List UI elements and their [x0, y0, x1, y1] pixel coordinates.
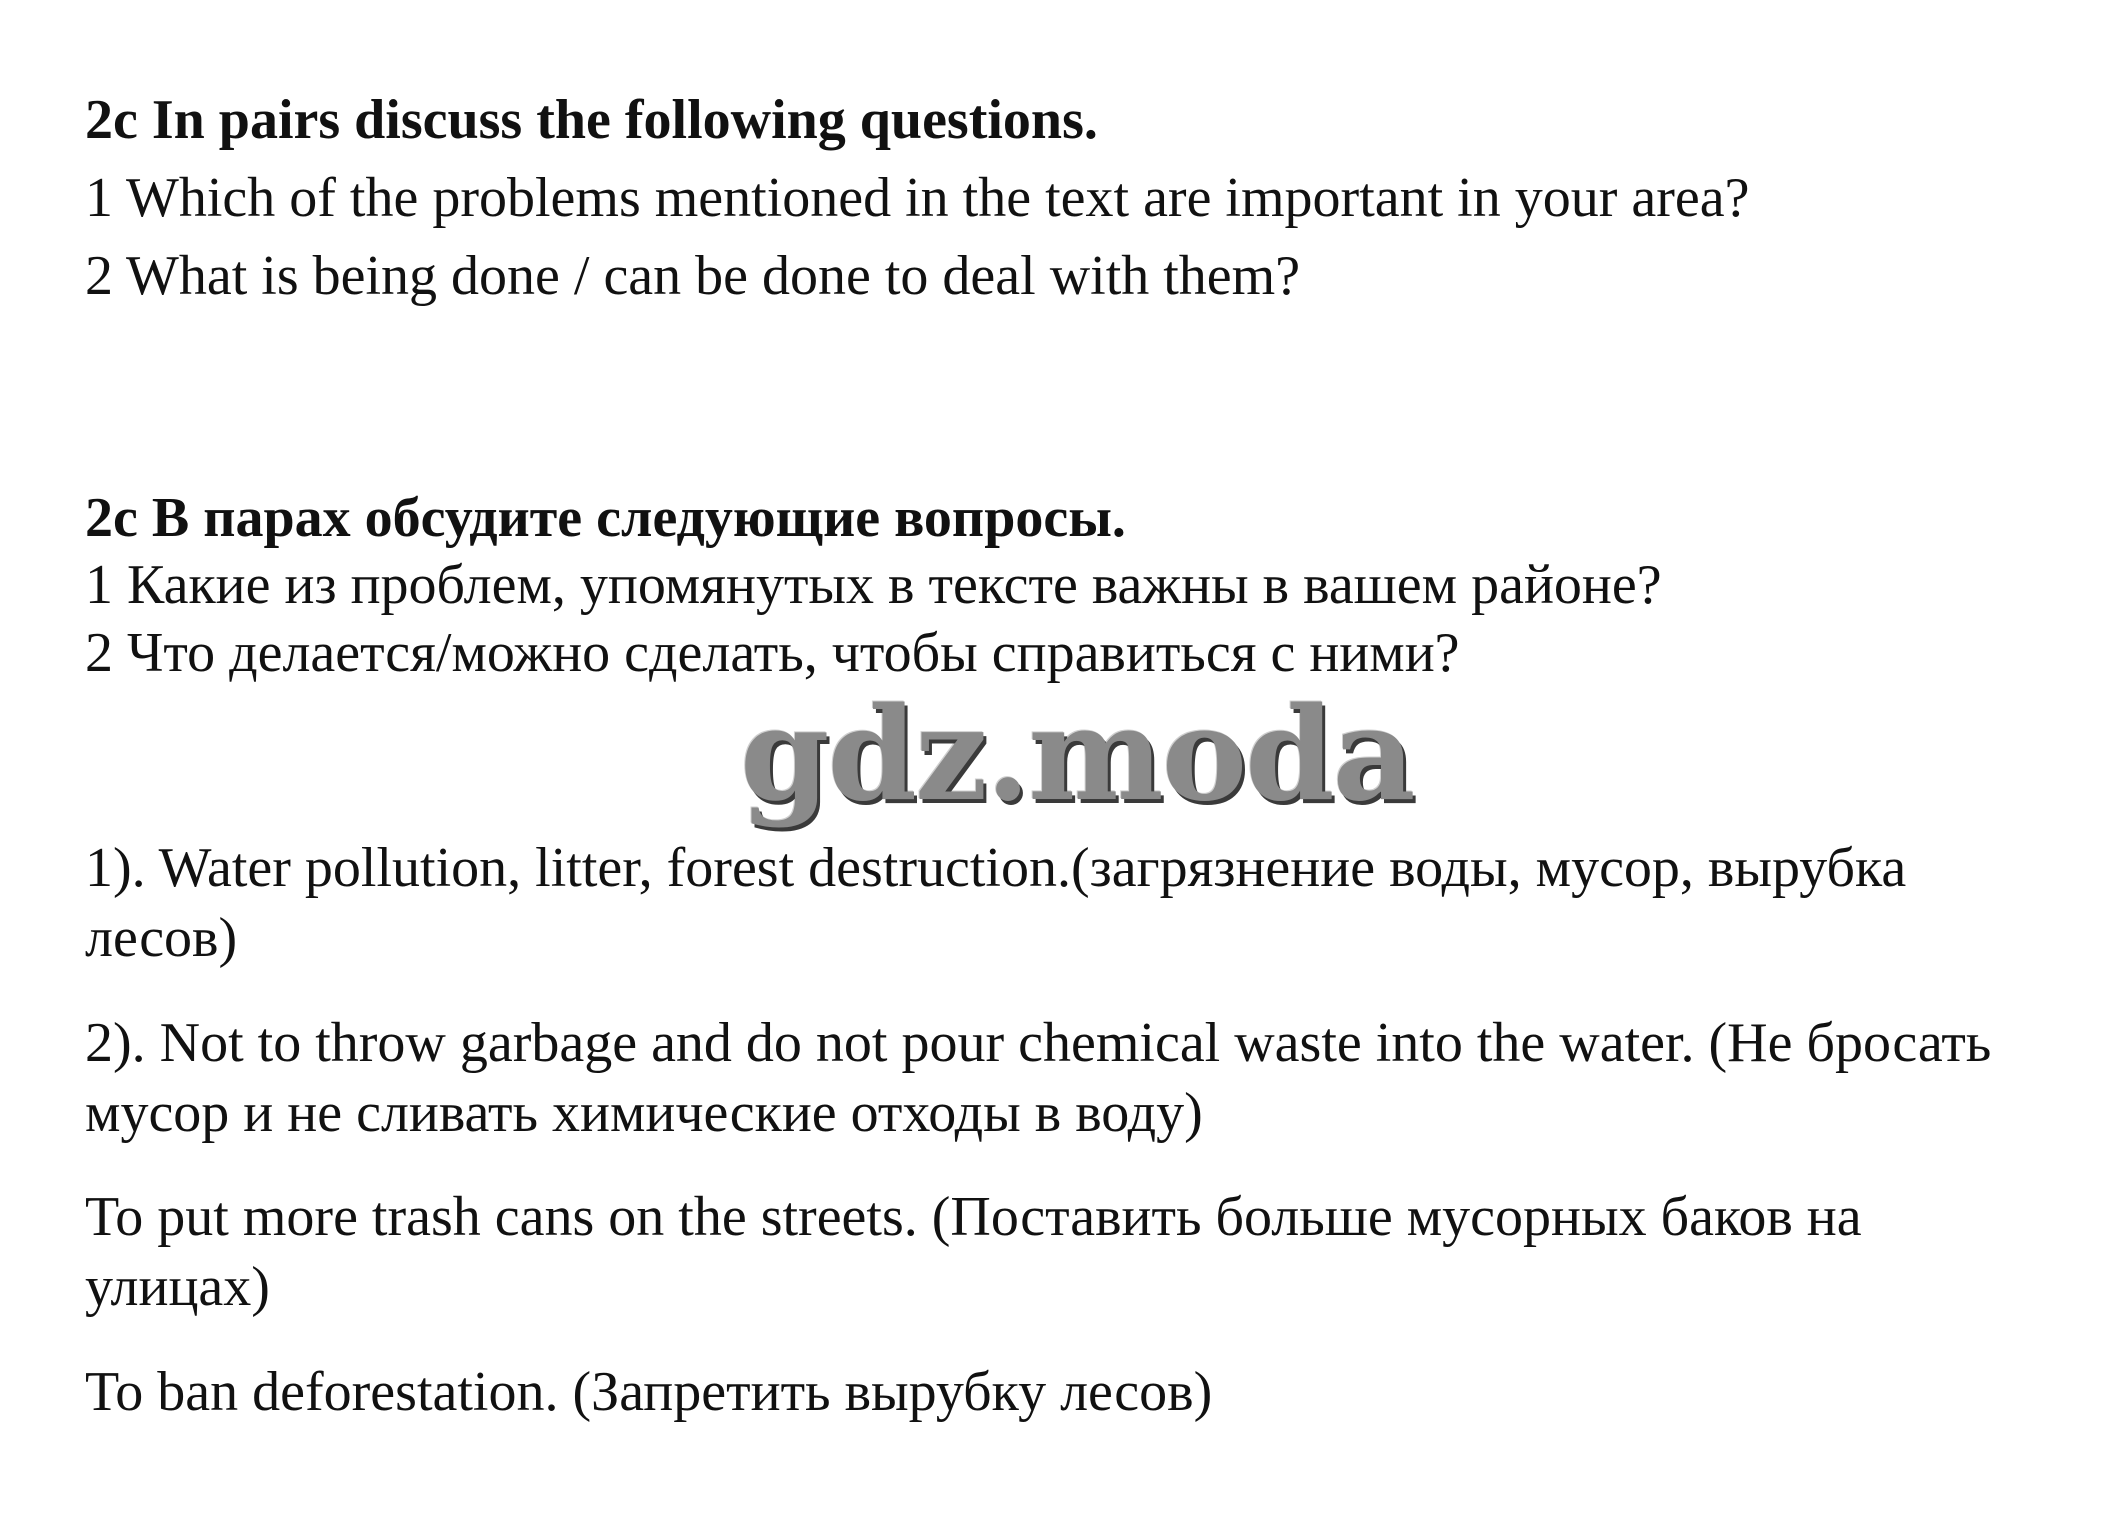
- answer-1: 1). Water pollution, litter, forest destruction.(загрязнение воды, мусор, вырубка лесов): [85, 837, 1907, 969]
- answer-3: To put more trash cans on the streets. (Поставить больше мусорных баков на улицах): [85, 1186, 1862, 1318]
- english-question-2: 2 What is being done / can be done to deal with them?: [85, 245, 1301, 307]
- russian-question-1: 1 Какие из проблем, упомянутых в тексте важны в вашем районе?: [85, 554, 1662, 616]
- russian-task-heading: 2c В парах обсудите следующие вопросы.: [85, 487, 1126, 549]
- answer-4: To ban deforestation. (Запретить вырубку лесов): [85, 1361, 1213, 1423]
- watermark-logo: gdz.moda: [740, 680, 1414, 830]
- russian-question-2: 2 Что делается/можно сделать, чтобы справиться с ними?: [85, 622, 1460, 684]
- english-question-1: 1 Which of the problems mentioned in the text are important in your area?: [85, 167, 1750, 229]
- answer-2: 2). Not to throw garbage and do not pour chemical waste into the water. (Не бросать мусор и не сливать химические отходы в воду): [85, 1012, 1992, 1144]
- english-task-heading: 2c In pairs discuss the following questions.: [85, 89, 1098, 151]
